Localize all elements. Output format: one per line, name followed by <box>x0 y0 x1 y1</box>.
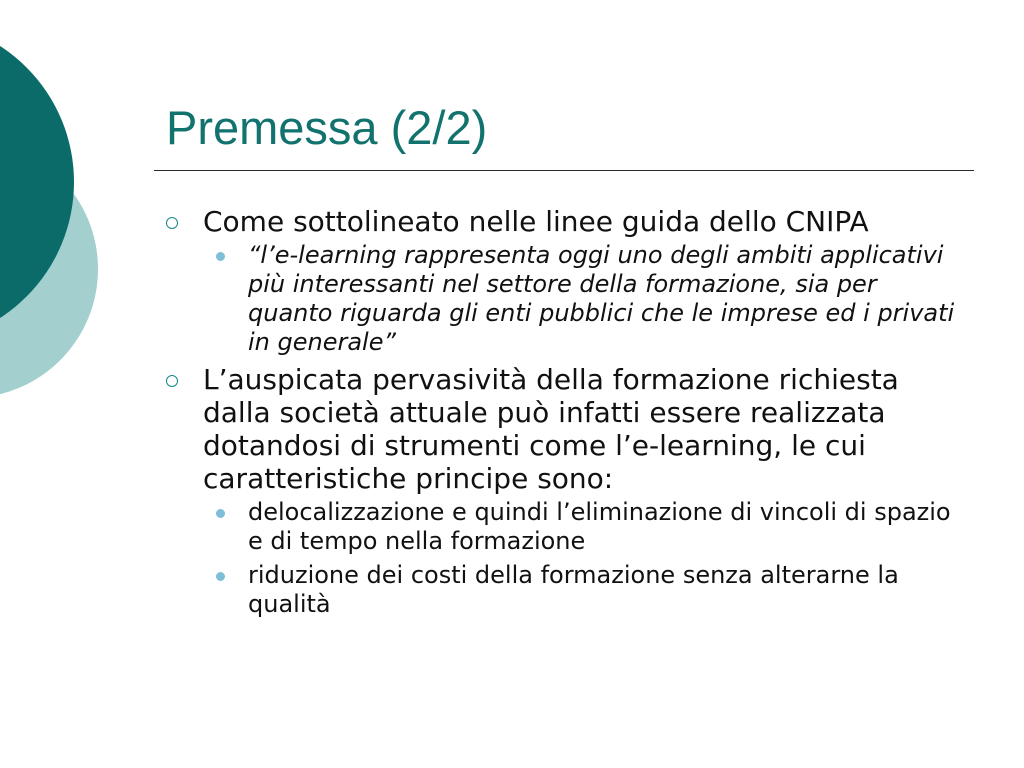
slide-body <box>166 205 956 625</box>
sub-bullet-item <box>166 498 956 556</box>
sub-bullet-item <box>166 241 956 357</box>
sub-bullet-text: delocalizzazione e quindi l’eliminazione di vincoli di spazio e di tempo nella formazione <box>248 498 951 555</box>
bullet-item <box>166 363 956 495</box>
slide-title: Premessa (2/2) <box>166 101 488 154</box>
dot-bullet-icon <box>216 252 225 261</box>
bullet-item <box>166 205 956 238</box>
sub-bullet-item <box>166 561 956 619</box>
dot-bullet-icon <box>216 572 225 581</box>
bullet-text: Come sottolineato nelle linee guida dello CNIPA <box>203 205 869 238</box>
bullet-text: L’auspicata pervasività della formazione richiesta dalla società attuale può infatti essere realizzata dotandosi di strumenti come l’e-learning, le cui caratteristiche principe sono: <box>203 363 899 495</box>
title-divider <box>154 170 974 171</box>
sub-bullet-list <box>166 498 956 619</box>
hollow-circle-bullet-icon <box>166 375 178 387</box>
quote-text: “l’e-learning rappresenta oggi uno degli ambiti applicativi più interessanti nel settore della formazione, sia per quanto riguarda gli enti pubblici che le imprese ed i privati in generale” <box>248 241 955 356</box>
sub-bullet-list <box>166 241 956 357</box>
hollow-circle-bullet-icon <box>166 217 178 229</box>
dot-bullet-icon <box>216 509 225 518</box>
sub-bullet-text: riduzione dei costi della formazione senza alterarne la qualità <box>248 561 899 618</box>
